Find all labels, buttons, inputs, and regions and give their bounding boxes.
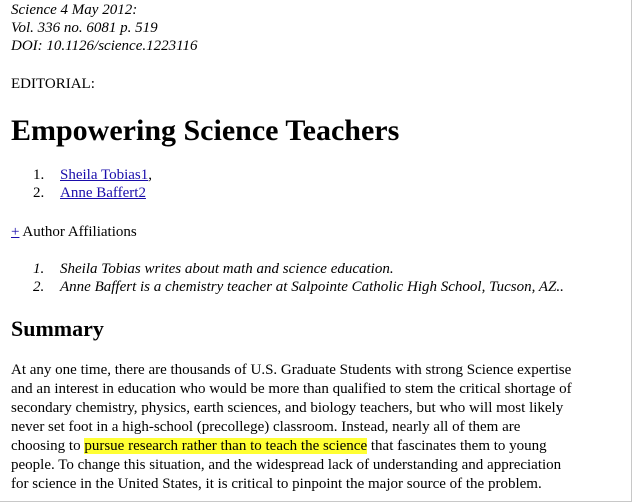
affiliation-number: 2. [33, 279, 45, 295]
highlighted-text: pursue research rather than to teach the science [84, 438, 368, 454]
author-number: 2. [33, 185, 45, 201]
summary-line: people. To change this situation, and the widespread lack of understanding and appreciation [11, 457, 562, 473]
summary-heading: Summary [11, 316, 104, 341]
author-link-anne-baffert[interactable]: Anne Baffert2 [60, 185, 146, 201]
summary-line: secondary chemistry, physics, earth sciences, and biology teachers, but who will most likely [11, 400, 564, 416]
author-item [33, 184, 152, 202]
summary-line-highlighted [11, 437, 627, 456]
author-list [33, 166, 152, 202]
summary-line: never set foot in a high-school (precollege) classroom. Instead, nearly all of them are [11, 419, 521, 435]
citation-volume: Vol. 336 no. 6081 p. 519 [11, 20, 158, 36]
citation-doi: DOI: 10.1126/science.1223116 [11, 38, 198, 54]
article-title: Empowering Science Teachers [11, 114, 400, 147]
summary-line: At any one time, there are thousands of U.S. Graduate Students with strong Science expertise [11, 362, 572, 378]
citation-block [11, 1, 197, 55]
affiliation-text: Sheila Tobias writes about math and science education. [60, 261, 394, 277]
affiliation-item [33, 278, 564, 296]
affiliations-label: Author Affiliations [22, 224, 137, 240]
author-separator: , [148, 167, 152, 183]
section-type-label: EDITORIAL: [11, 76, 95, 92]
affiliation-item [33, 260, 564, 278]
affiliation-text: Anne Baffert is a chemistry teacher at Salpointe Catholic High School, Tucson, AZ.. [60, 279, 564, 295]
summary-text: that fascinates them to young [367, 438, 547, 454]
author-link-sheila-tobias[interactable]: Sheila Tobias1 [60, 167, 149, 183]
citation-journal-date: Science 4 May 2012: [11, 2, 138, 18]
affiliation-number: 1. [33, 261, 45, 277]
author-item [33, 166, 152, 184]
summary-line: for science in the United States, it is critical to pinpoint the major source of the problem. [11, 476, 542, 492]
affiliations-expand-toggle[interactable]: + [11, 224, 20, 240]
affiliations-toggle-row [11, 223, 137, 241]
author-number: 1. [33, 167, 45, 183]
affiliation-list [33, 260, 564, 296]
summary-paragraph [11, 361, 627, 494]
summary-line: and an interest in education who would be more than qualified to stem the critical shortage of [11, 381, 572, 397]
summary-text: choosing to [11, 438, 85, 454]
